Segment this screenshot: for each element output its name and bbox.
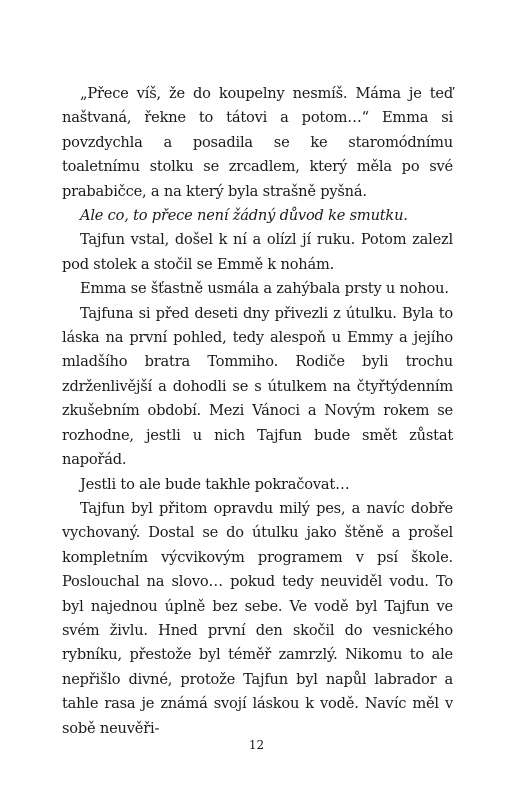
paragraph: Tajfun byl přitom opravdu milý pes, a navíc dobře vychovaný. Dostal se do útulku jako štěně a prošel kompletním výcvikovým programem v psí škole. Poslouchal na slovo… pokud tedy neuviděl vodu. To byl najednou úplně bez sebe. Ve vodě byl Tajfun ve svém živlu. Hned první den skočil do vesnického rybníku, přestože byl téměř zamrzlý. Nikomu to ale nepřišlo divné, protože Tajfun byl napůl labrador a tahle rasa je známá svojí láskou k vodě. Navíc měl v sobě neuvěři- [62,499,453,737]
paragraph: Tajfuna si před deseti dny přivezli z útulku. Byla to láska na první pohled, tedy alespoň u Emmy a jejího mladšího bratra Tommiho. Rodiče byli trochu zdrženlivější a dohodli se s útulkem na čtyřtýdenním zkušebním období. Mezi Vánoci a Novým rokem se rozhodne, jestli u nich Tajfun bude smět zůstat napořád. [62,304,453,469]
page-number: 12 [248,738,265,752]
paragraph-italic-thought: Ale co, to přece není žádný důvod ke smutku. [80,207,408,225]
paragraph: Emma se šťastně usmála a zahýbala prsty u nohou. [80,280,449,298]
body-text [62,82,453,741]
paragraph: „Přece víš, že do koupelny nesmíš. Máma je teď naštvaná, řekne to tátovi a potom…“ Emma si povzdychla a posadila se ke staromódnímu toaletnímu stolku se zrcadlem, který měla po své prababičce, a na který byla strašně pyšná. [62,85,453,200]
paragraph: Jestli to ale bude takhle pokračovat… [80,475,350,493]
paragraph: Tajfun vstal, došel k ní a olízl jí ruku. Potom zalezl pod stolek a stočil se Emmě k nohám. [62,231,453,273]
